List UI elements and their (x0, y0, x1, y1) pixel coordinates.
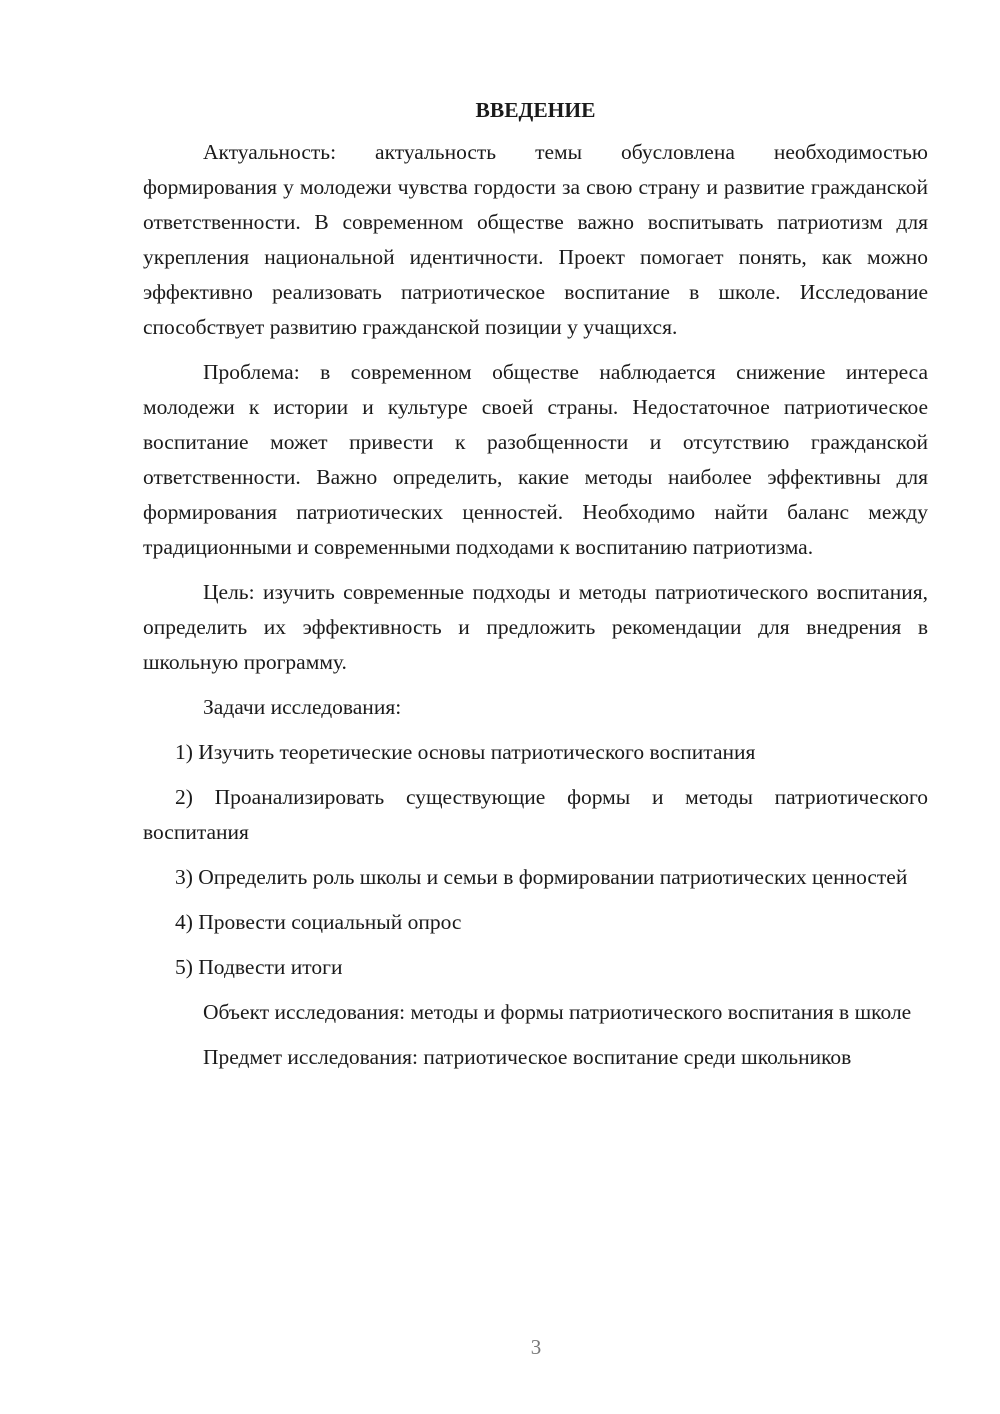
research-object-paragraph: Объект исследования: методы и формы патриотического воспитания в школе (203, 1000, 912, 1024)
task-item-3: 3) Определить роль школы и семьи в формировании патриотических ценностей (175, 865, 908, 889)
tasks-heading: Задачи исследования: (203, 695, 402, 719)
page-number: 3 (530, 1335, 542, 1359)
relevance-paragraph: Актуальность: актуальность темы обусловлена необходимостью формирования у молодежи чувства гордости за свою страну и развитие гражданской ответственности. В современном обществе важно воспитывать патриотизм для укрепления национальной идентичности. Проект помогает понять, как можно эффективно реализовать патриотическое воспитание в школе. Исследование способствует развитию гражданской позиции у учащихся. (143, 140, 928, 339)
task-item-4: 4) Провести социальный опрос (175, 910, 462, 934)
page-content (143, 95, 928, 1085)
section-title: ВВЕДЕНИЕ (475, 98, 596, 122)
problem-paragraph: Проблема: в современном обществе наблюдается снижение интереса молодежи к истории и культуре своей страны. Недостаточное патриотическое воспитание может привести к разобщенности и отсутствию гражданской ответственности. Важно определить, какие методы наиболее эффективны для формирования патриотических ценностей. Необходимо найти баланс между традиционными и современными подходами к воспитанию патриотизма. (143, 360, 928, 559)
task-item-5: 5) Подвести итоги (175, 955, 343, 979)
goal-paragraph: Цель: изучить современные подходы и методы патриотического воспитания, определить их эффективность и предложить рекомендации для внедрения в школьную программу. (143, 580, 928, 674)
task-item-1: 1) Изучить теоретические основы патриотического воспитания (175, 740, 756, 764)
task-item-2: 2) Проанализировать существующие формы и методы патриотического воспитания (143, 785, 928, 844)
research-subject-paragraph: Предмет исследования: патриотическое воспитание среди школьников (203, 1045, 852, 1069)
